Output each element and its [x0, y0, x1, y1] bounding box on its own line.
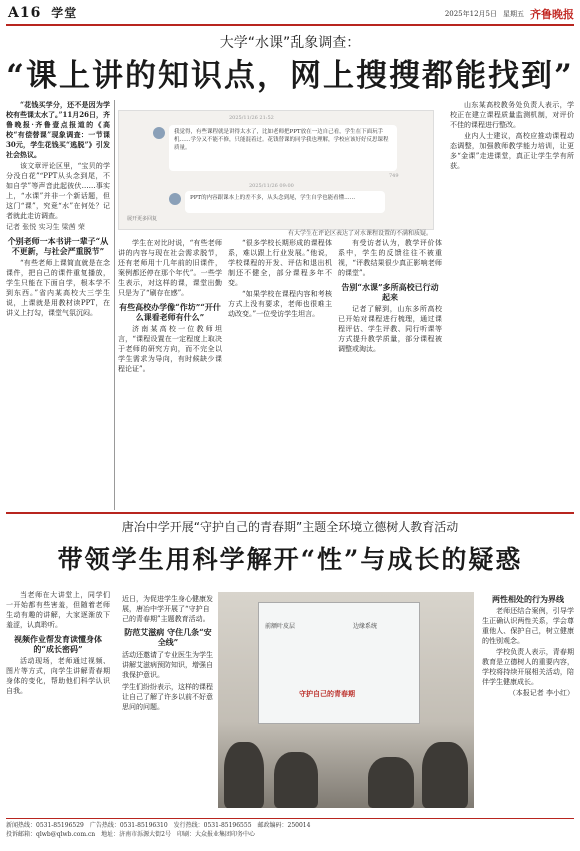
projection-screen	[258, 602, 420, 724]
story1-kicker: 大学“水课”乱象调查：	[219, 35, 361, 51]
classroom-photo	[218, 592, 474, 808]
footer-line-2: 投诉邮箱：qlwb@qlwb.com.cn 地址：济南市泺源大街2号 印刷：大众报业集团印务中心	[6, 831, 255, 838]
student-figure	[422, 742, 468, 808]
student-figure	[274, 752, 318, 808]
story1-lead: “花钱买学分，还不是因为学校有些课太水了。”11月26日，齐鲁晚报·齐鲁壹点报道的《高校“有偿替课”现象调查：一节课30元，学生花钱买“逃脱”》引发社会热议。	[6, 100, 110, 159]
story2-right-body2: 学校负责人表示，青春期教育是立德树人的重要内容，学校将持续开展相关活动，陪伴学生健康成长。	[482, 648, 574, 686]
story1-column-2	[118, 238, 222, 510]
story1-col1-body: 该文章评论区里，“宝贝的学分没白花”“PPT从头念到尾，不如自学”等声音此起彼伏……事实上，“水课”并非一个新话题，但这门“课”，究竟“水”在何处？记者就此走访调查。	[6, 162, 110, 220]
story2-col1-body2: 活动现场，老师通过视频、图片等方式，向学生讲解青春期身体的变化，帮助他们科学认识自我。	[6, 657, 110, 695]
brand-logo: 齐鲁晚报	[530, 8, 574, 21]
column-divider	[114, 100, 115, 510]
story2-col2-body: 学生们纷纷表示，这样的课程让自己了解了许多以前不好意思问的问题。	[122, 683, 213, 711]
screen-label-2: 边缘系统	[353, 623, 378, 630]
issue-date: 2025年12月5日	[444, 10, 497, 18]
story1-headline: “课上讲的知识点，网上搜搜都能找到”	[6, 58, 574, 94]
story1-col2-body: 学生在对比时说，“有些老师讲的内容与现在社会需求脱节，还有老师用十几年前的旧课件，案例都还停在那个年代”。一些学生表示，对这样的课，课堂出勤只是为了“刷存在感”。	[118, 239, 222, 297]
story1-col4-body2: 记者了解到，山东多所高校已开始对课程进行梳理，通过课程评估、学生评教、同行听课等方式提升教学质量，部分课程被调整或淘汰。	[338, 305, 442, 353]
chat-message-1: 我觉得，有些课程就是讲得太水了，比如老师把PPT放在一边自己看，学生在下面玩手机……学分又不能不修，只能混着过。花钱替课的同学我也理解，学校应该好好反思课程质量。	[169, 125, 397, 171]
issue-weekday: 星期五	[503, 10, 524, 18]
story1-col1-body2: “有些老师上课简直就是在念课件，把自己的课件重复播放，学生只能在下面自学，根本学不到东西。”省内某高校大三学生说，上课就是用教材读PPT，在讲义上打勾，课堂气氛沉闷。	[6, 259, 110, 317]
story1-col3-body: “很多学校长期形成的课程体系，难以跟上行业发展。”他说，学校课程的开发、评估和退出机制还不健全，部分课程多年不变。	[228, 239, 332, 287]
photo-side-text	[118, 592, 218, 808]
story2-right-head: 两性相处的行为界线	[492, 594, 564, 604]
story2-column-right	[482, 590, 574, 814]
story2-byline: （本报记者 李小红）	[508, 689, 574, 697]
chat-message-2: PPT的内容跟课本上的差不多，从头念到尾，学生自学也能看懂……	[185, 191, 385, 213]
story1-col5-body: 山东某高校教务处负责人表示，学校正在建立课程质量监测机制，对评价不佳的课程进行整改。	[450, 101, 574, 129]
page-label	[8, 4, 77, 21]
story2-headline: 带领学生用科学解开“性”与成长的疑惑	[57, 545, 523, 574]
story1-col5-body2: 业内人士建议，高校应推动课程动态调整，加强教师教学能力培训，让更多“金课”走进课堂，真正让学生学有所获。	[450, 132, 574, 170]
classroom-photo-block	[118, 592, 474, 808]
screen-banner: 守护自己的青春期	[299, 689, 355, 698]
story1-column-5	[450, 100, 574, 510]
avatar	[153, 127, 165, 139]
like-count: 749	[389, 173, 399, 179]
story1-column-1	[6, 100, 110, 510]
image-caption: 有大学生在评论区表达了对水课程设置的不满和质疑。	[287, 230, 432, 237]
chat-timestamp-1: 2025/11/26 21:52	[229, 115, 274, 121]
story2-col1-body: 当老师在大讲堂上，同学们一开始都有些害羞，但随着老师生动有趣的讲解，大家逐渐放下羞涩，认真聆听。	[6, 591, 110, 629]
story1-subhead-1: 个别老师一本书讲一辈子“从不更新，与社会严重脱节”	[7, 236, 109, 256]
header-meta	[445, 6, 574, 22]
section-name: 学堂	[51, 6, 78, 20]
comment-screenshot	[118, 110, 434, 230]
story1-column-4	[338, 238, 442, 510]
expand-replies-label: 展开更多回复	[127, 216, 158, 222]
story2-column-1	[6, 590, 110, 814]
story2-kicker: 唐冶中学开展“守护自己的青春期”主题全环境立德树人教育活动	[121, 520, 459, 534]
story1-subhead-2: 有些高校办学像“作坊”“开什么课看老师有什么”	[119, 302, 221, 322]
student-figure	[368, 757, 414, 808]
chat-timestamp-2: 2025/11/26 09:00	[249, 183, 294, 189]
story1-col3-body2: “如果学校在课程内容和考核方式上没有要求，老师也很难主动改变。”一位受访学生坦言。	[228, 290, 332, 318]
header-rule	[6, 24, 574, 26]
story2-subhead-2: 防范艾滋病 守住几条“安全线”	[124, 627, 212, 647]
story1-col2-body2: 济南某高校一位教师坦言，“课程设置在一定程度上取决于老师的研究方向，而不完全以学生需求为导向，有时候缺少课程论证”。	[118, 325, 222, 373]
story1-subhead-3: 告别“水课”多所高校已行动起来	[341, 282, 439, 302]
story2-right-body: 老师还结合案例，引导学生正确认识两性关系，学会尊重他人、保护自己，树立健康的性别观念。	[482, 607, 574, 645]
screen-label-1: 前额叶皮层	[265, 623, 296, 630]
story2-subhead-1: 视频作业帮发育读懂身体的“成长密码”	[14, 634, 102, 654]
avatar	[169, 193, 181, 205]
page-number: A16	[8, 5, 42, 21]
footer	[6, 818, 574, 839]
story1-column-3	[228, 238, 332, 510]
section-rule	[6, 512, 574, 514]
story1-byline: 记者 张悦 实习生 梁茜 荣	[6, 223, 85, 231]
story2-note-2: 活动还邀请了专业医生为学生讲解艾滋病预防知识，增强自我保护意识。	[122, 651, 213, 679]
footer-line-1: 新闻热线：0531-85196529 广告热线：0531-85196310 发行热线：0531-85196555 邮政编码：250014	[6, 822, 311, 829]
student-figure	[224, 742, 264, 808]
story2-note-1: 近日，为促进学生身心健康发展，唐冶中学开展了“守护自己的青春期”主题教育活动。	[122, 595, 213, 623]
story1-col4-body: 有受访者认为，教学评价体系中，学生的反馈往往不被重视，“评教结果很少真正影响老师的课堂”。	[338, 239, 442, 277]
